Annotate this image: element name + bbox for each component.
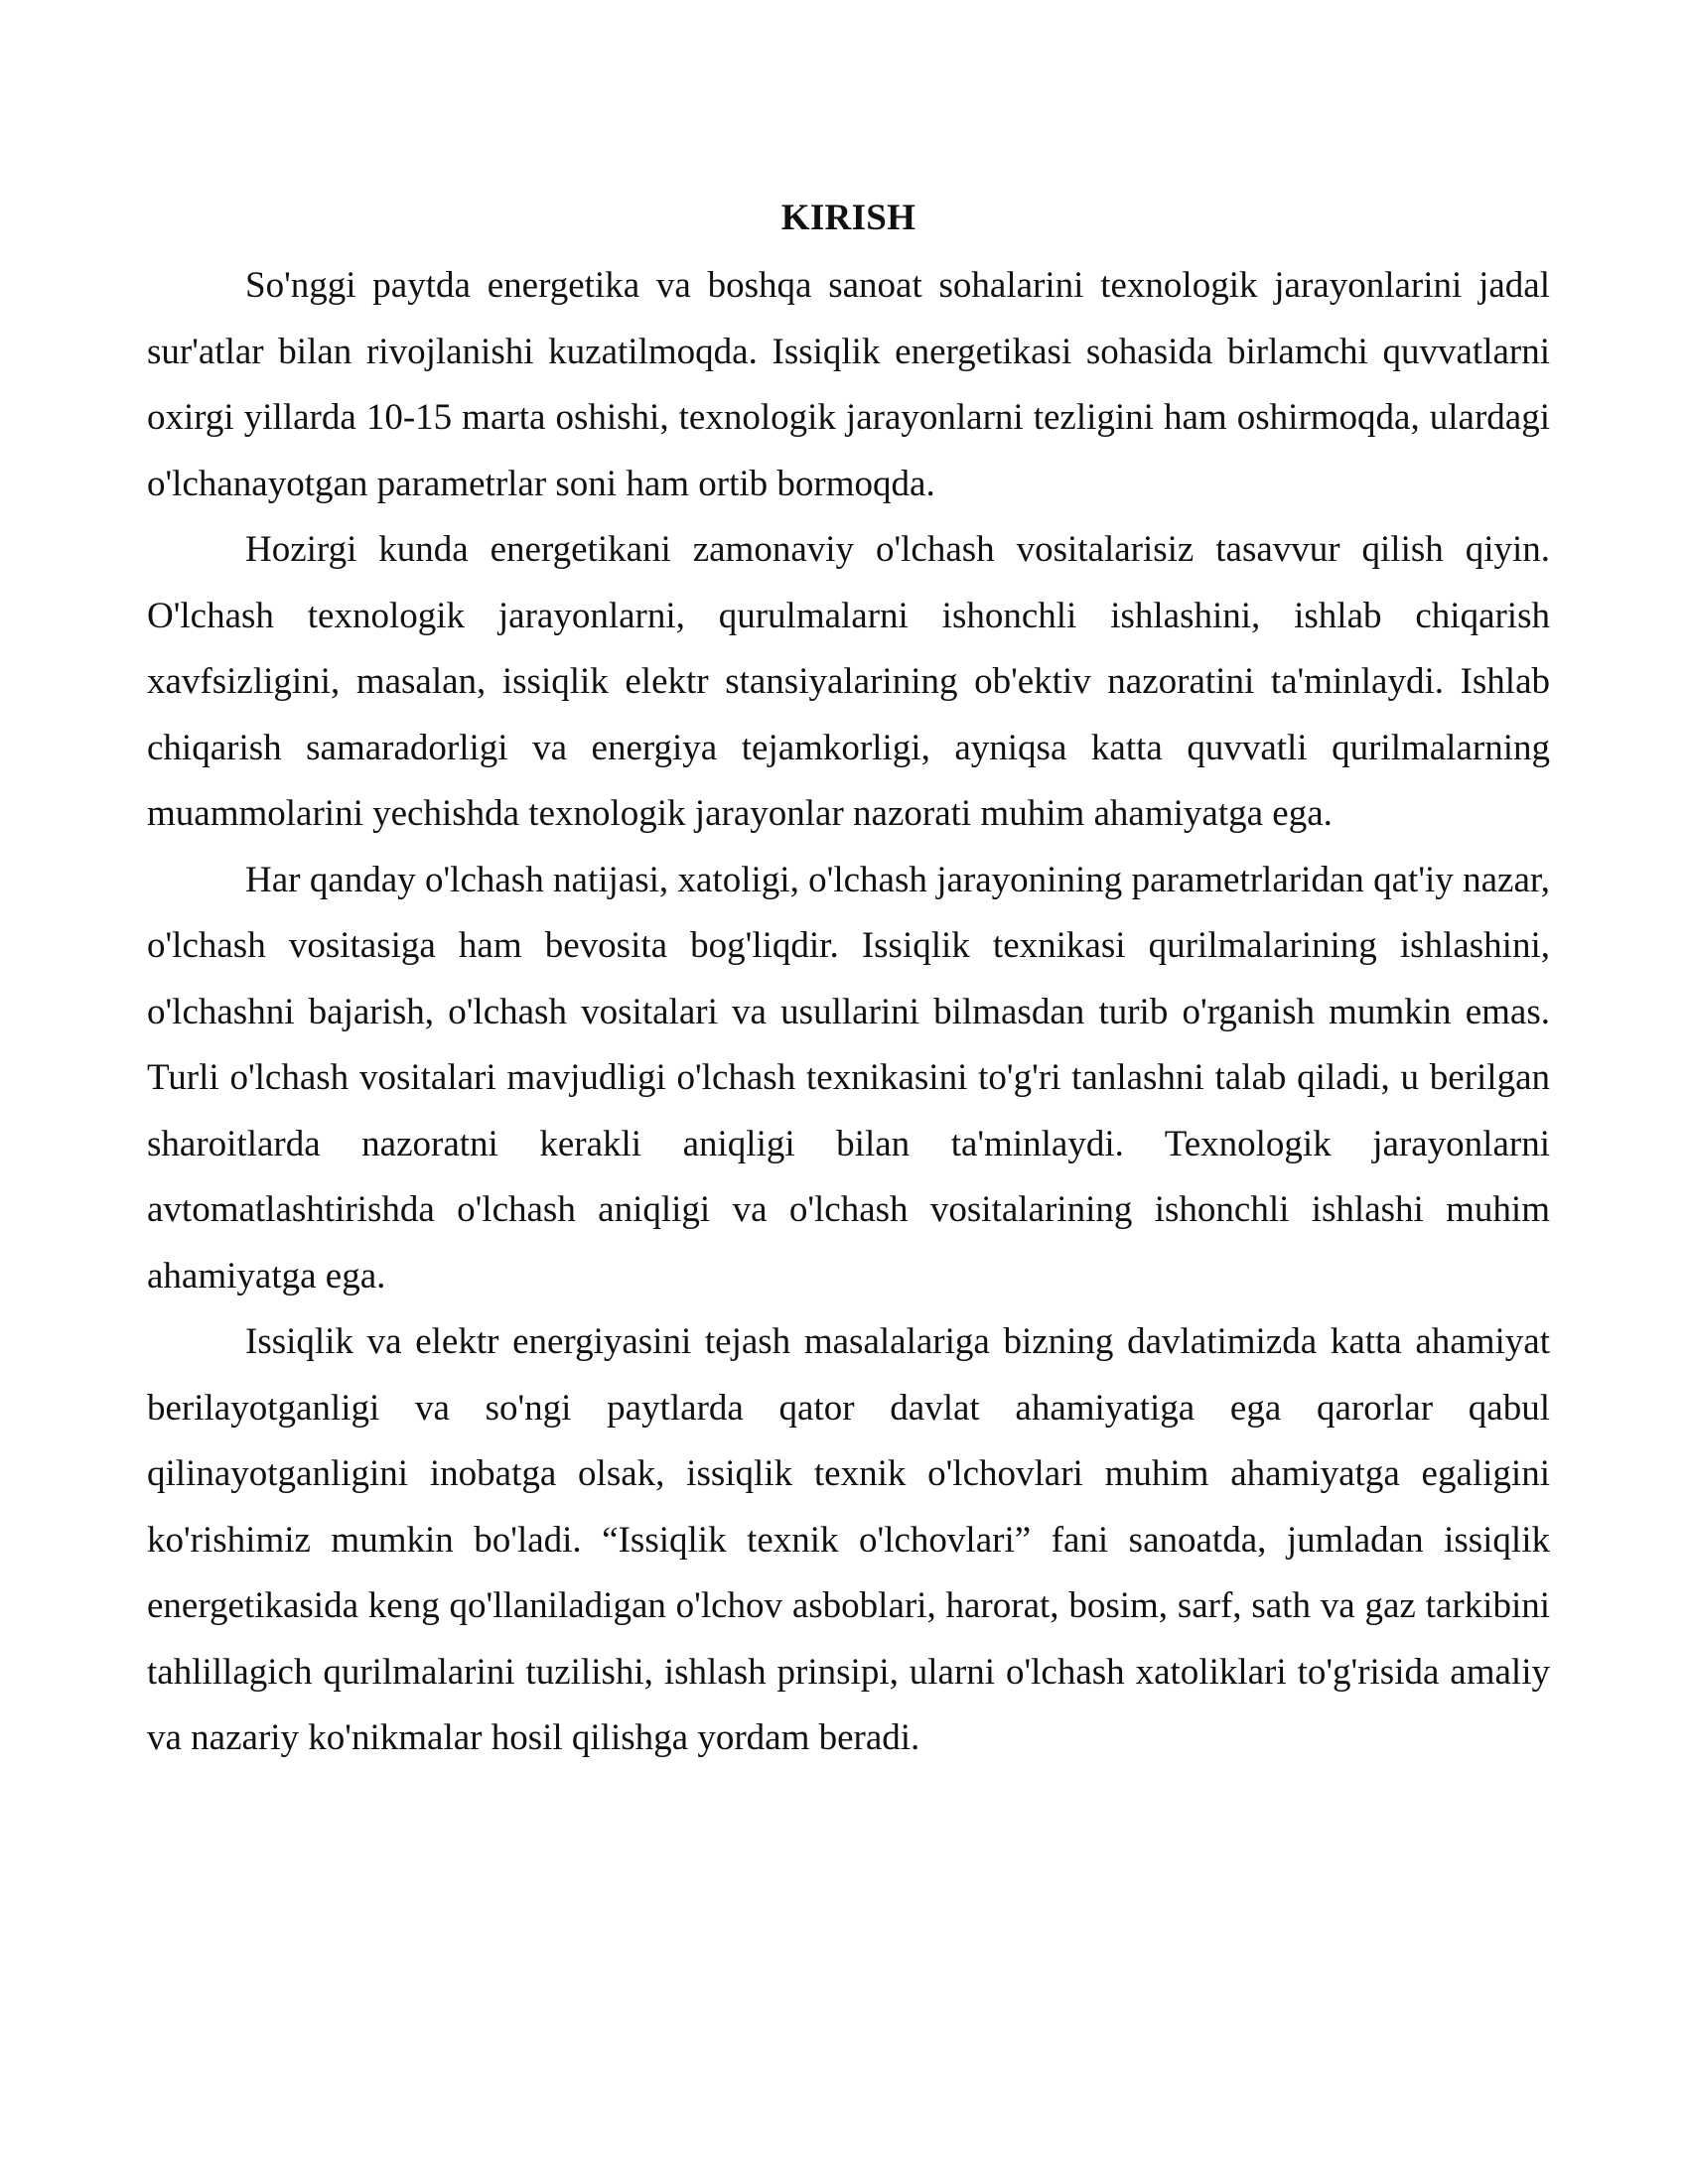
paragraph: Hozirgi kunda energetikani zamonaviy o'lchash vositalarisiz tasavvur qilish qiyin. O'lchash texnologik jarayonlarni, qurulmalarni ishonchli ishlashini, ishlab chiqarish xavfsizligini, masalan, issiqlik elektr stansiyalarining ob'ektiv nazoratini ta'minlaydi. Ishlab chiqarish samaradorligi va energiya tejamkorligi, ayniqsa katta quvvatli qurilmalarning muammolarini yechishda texnologik jarayonlar nazorati muhim ahamiyatga ega. [147,529,1550,834]
paragraph: Issiqlik va elektr energiyasini tejash masalalariga bizning davlatimizda katta ahamiyat berilayotganligi va so'ngi paytlarda qator davlat ahamiyatiga ega qarorlar qabul qilinayotganligini inobatga olsak, issiqlik texnik o'lchovlari muhim ahamiyatga egaligini ko'rishimiz mumkin bo'ladi. “Issiqlik texnik o'lchovlari” fani sanoatda, jumladan issiqlik energetikasida keng qo'llaniladigan o'lchov asboblari, harorat, bosim, sarf, sath va gaz tarkibini tahlillagich qurilmalarini tuzilishi, ishlash prinsipi, ularni o'lchash xatoliklari to'g'risida amaliy va nazariy ko'nikmalar hosil qilishga yordam beradi. [147,1321,1550,1758]
paragraph: So'nggi paytda energetika va boshqa sanoat sohalarini texnologik jarayonlarini jadal sur'atlar bilan rivojlanishi kuzatilmoqda. Issiqlik energetikasi sohasida birlamchi quvvatlarni oxirgi yillarda 10-15 marta oshishi, texnologik jarayonlarni tezligini ham oshirmoqda, ulardagi o'lchanayotgan parametrlar soni ham ortib bormoqda. [147,265,1550,504]
document-body [147,194,1550,1772]
section-heading: KIRISH [780,198,916,238]
paragraph: Har qanday o'lchash natijasi, xatoligi, o'lchash jarayonining parametrlaridan qat'iy nazar, o'lchash vositasiga ham bevosita bog'liqdir. Issiqlik texnikasi qurilmalarining ishlashini, o'lchashni bajarish, o'lchash vositalari va usullarini bilmasdan turib o'rganish mumkin emas. Turli o'lchash vositalari mavjudligi o'lchash texnikasini to'g'ri tanlashni talab qiladi, u berilgan sharoitlarda nazoratni kerakli aniqligi bilan ta'minlaydi. Texnologik jarayonlarni avtomatlashtirishda o'lchash aniqligi va o'lchash vositalarining ishonchli ishlashi muhim ahamiyatga ega. [147,859,1550,1297]
